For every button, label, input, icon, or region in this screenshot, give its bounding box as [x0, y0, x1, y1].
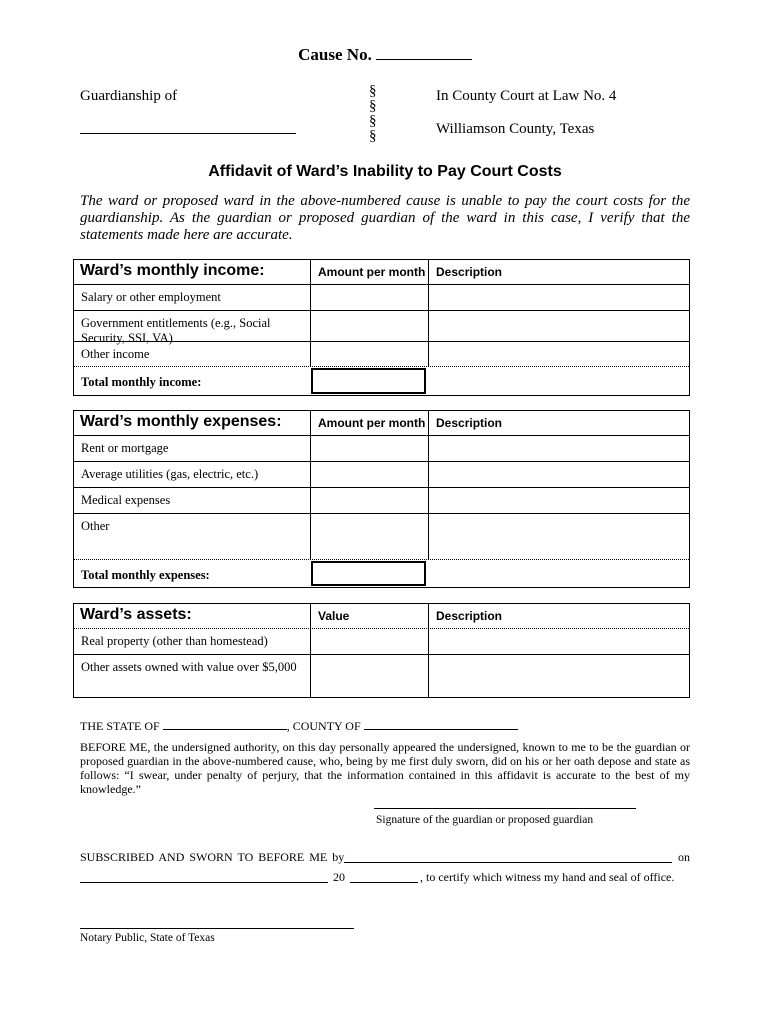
state-of-label: THE STATE OF	[80, 719, 160, 733]
expenses-total-row	[74, 559, 689, 587]
cause-number	[0, 44, 770, 65]
expenses-amount-cell[interactable]	[310, 488, 429, 513]
income-description-cell[interactable]	[428, 285, 690, 310]
income-amount-cell[interactable]	[310, 285, 429, 310]
guardianship-label: Guardianship of	[80, 88, 178, 104]
county-of-label: , COUNTY OF	[286, 719, 361, 733]
assets-value-cell[interactable]	[310, 655, 429, 697]
assets-row	[74, 654, 689, 697]
expenses-total-box[interactable]	[311, 561, 426, 586]
assets-description-header: Description	[428, 604, 689, 628]
income-row	[74, 341, 689, 366]
signature-line[interactable]	[374, 808, 636, 809]
date-blank[interactable]	[80, 882, 328, 883]
assets-row-label: Other assets owned with value over $5,000	[81, 660, 297, 674]
expenses-description-cell[interactable]	[428, 488, 690, 513]
guardianship-name-blank[interactable]	[80, 133, 296, 134]
signature-label: Signature of the guardian or proposed guardian	[376, 814, 594, 826]
income-total-box[interactable]	[311, 368, 426, 394]
income-row	[74, 310, 689, 345]
expenses-row-label: Rent or mortgage	[81, 441, 169, 455]
year-blank[interactable]	[350, 882, 418, 883]
assets-value-cell[interactable]	[310, 629, 429, 654]
expenses-amount-header: Amount per month	[310, 411, 428, 435]
assets-table	[73, 603, 690, 698]
expenses-row	[74, 487, 689, 513]
expenses-row-label: Other	[81, 519, 110, 533]
income-description-cell[interactable]	[428, 311, 690, 341]
expenses-description-header: Description	[428, 411, 689, 435]
document-title: Affidavit of Ward’s Inability to Pay Court Costs	[208, 163, 562, 180]
oath-paragraph: BEFORE ME, the undersigned authority, on this day personally appeared the undersigned, known to me to be the guardian or proposed guardian in the above-numbered cause, who, being by me first duly sworn, did on his or her oath depose and state as follows: “I swear, under penalty of perjury, that the information contained in this affidavit is accurate to the best of my knowledge.”	[80, 740, 690, 796]
cause-number-blank[interactable]	[376, 44, 472, 60]
expenses-row-label: Average utilities (gas, electric, etc.)	[81, 467, 259, 481]
expenses-row	[74, 435, 689, 461]
year-prefix: 20	[333, 870, 345, 884]
intro-paragraph: The ward or proposed ward in the above-numbered cause is unable to pay the court costs for the guardianship. As the guardian or proposed guardian of the ward in this case, I verify that the statements made here are accurate.	[80, 193, 690, 243]
assets-row-label: Real property (other than homestead)	[81, 634, 268, 648]
county-blank[interactable]	[364, 718, 518, 730]
expenses-amount-cell[interactable]	[310, 462, 429, 487]
expenses-row-label: Medical expenses	[81, 493, 171, 507]
assets-heading: Ward’s assets:	[80, 606, 192, 623]
expenses-description-cell[interactable]	[428, 436, 690, 461]
assets-row	[74, 628, 689, 654]
assets-description-cell[interactable]	[428, 629, 690, 654]
income-row-label: Salary or other employment	[81, 290, 221, 304]
expenses-heading: Ward’s monthly expenses:	[80, 413, 282, 430]
income-row	[74, 284, 689, 310]
section-mark: §	[369, 98, 377, 114]
expenses-description-cell[interactable]	[428, 462, 690, 487]
state-blank[interactable]	[163, 718, 287, 730]
sworn-by-blank[interactable]	[344, 862, 672, 863]
notary-signature-line[interactable]	[80, 928, 354, 929]
income-amount-cell[interactable]	[310, 311, 429, 341]
income-total-label: Total monthly income:	[81, 375, 202, 389]
notary-label: Notary Public, State of Texas	[80, 932, 215, 944]
expenses-table	[73, 410, 690, 588]
expenses-description-cell[interactable]	[428, 514, 690, 559]
expenses-amount-cell[interactable]	[310, 514, 429, 559]
on-label: on	[678, 850, 690, 864]
section-mark: §	[369, 83, 377, 99]
expenses-total-label: Total monthly expenses:	[81, 568, 210, 582]
expenses-row	[74, 461, 689, 487]
court-name: In County Court at Law No. 4	[436, 88, 617, 104]
income-total-row	[74, 366, 689, 395]
assets-description-cell[interactable]	[428, 655, 690, 697]
income-table	[73, 259, 690, 396]
income-description-cell[interactable]	[428, 342, 690, 366]
income-description-header: Description	[428, 260, 689, 284]
income-amount-cell[interactable]	[310, 342, 429, 366]
assets-value-header: Value	[310, 604, 428, 628]
income-row-label: Government entitlements (e.g., Social Security, SSI, VA)	[81, 316, 271, 345]
income-row-label: Other income	[81, 347, 150, 361]
subscribed-label: SUBSCRIBED AND SWORN TO BEFORE ME by	[80, 850, 345, 864]
state-county-line	[80, 718, 518, 733]
certify-text: , to certify which witness my hand and seal of office.	[420, 870, 675, 884]
expenses-amount-cell[interactable]	[310, 436, 429, 461]
income-heading: Ward’s monthly income:	[80, 262, 265, 279]
expenses-row	[74, 513, 689, 559]
income-amount-header: Amount per month	[310, 260, 428, 284]
county-name: Williamson County, Texas	[436, 121, 595, 137]
cause-label: Cause No.	[298, 45, 372, 64]
section-mark: §	[369, 113, 377, 129]
section-mark: §	[369, 128, 377, 144]
